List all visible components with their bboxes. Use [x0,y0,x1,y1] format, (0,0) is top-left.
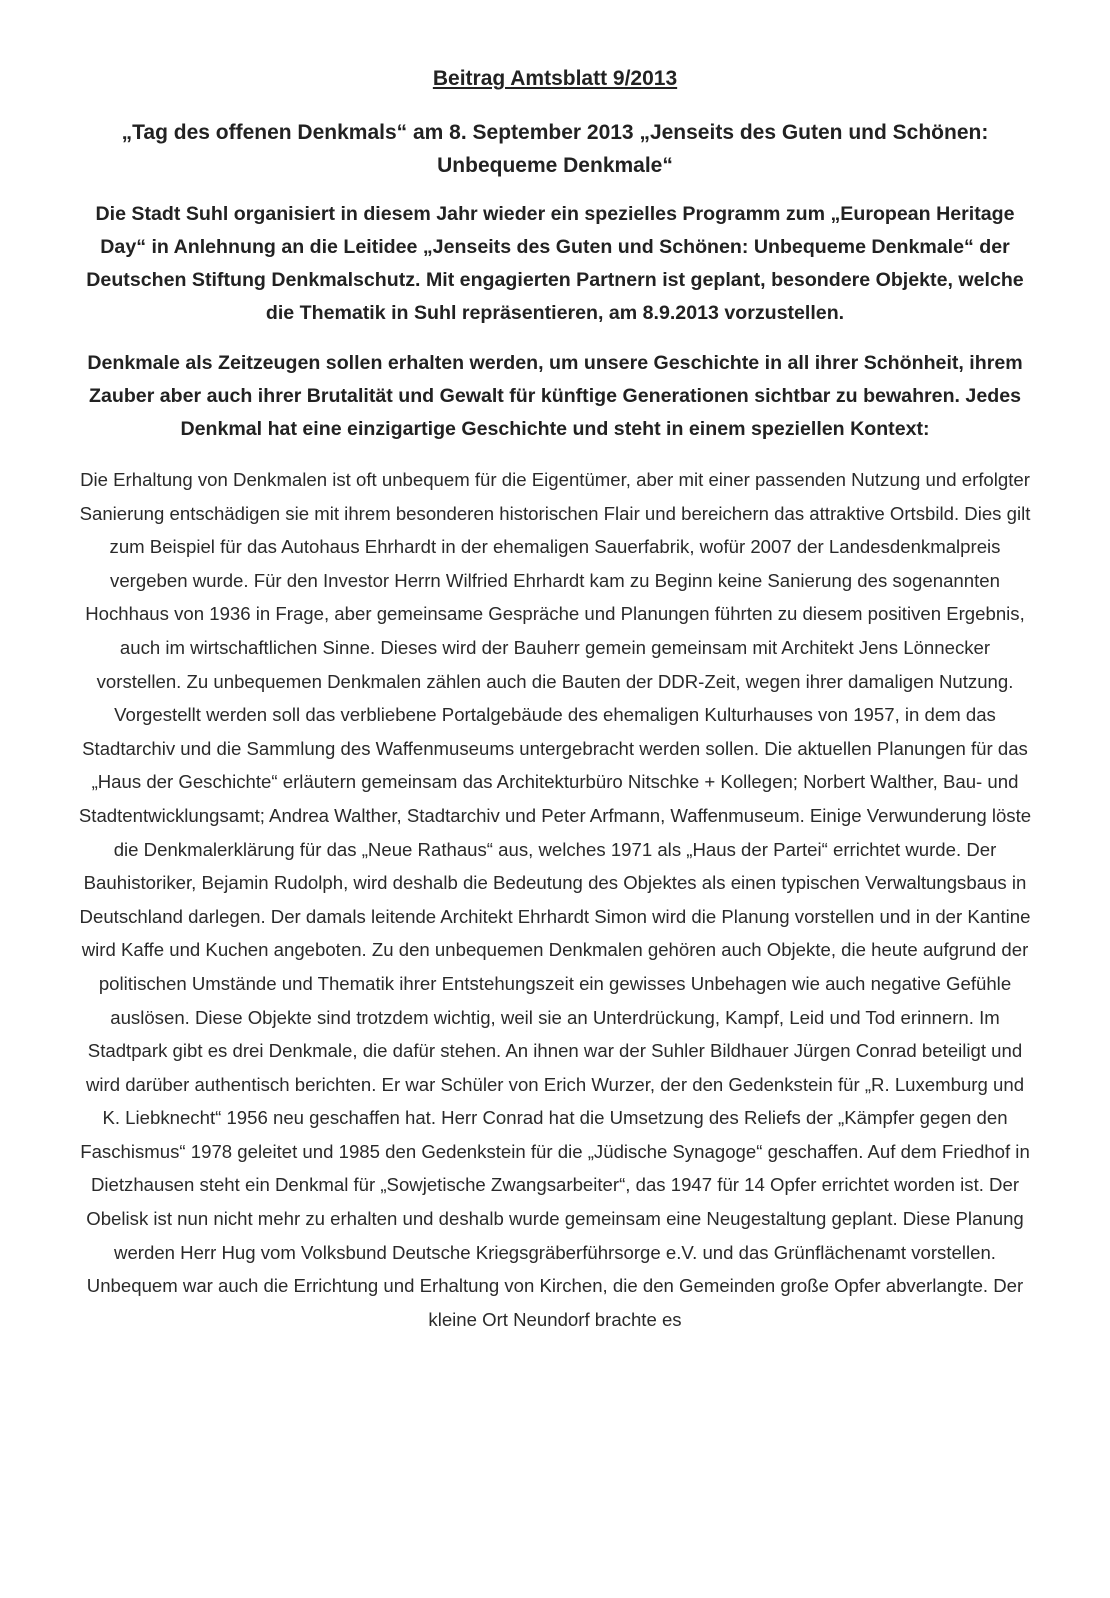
document-subtitle: „Tag des offenen Denkmals“ am 8. September 2013 „Jenseits des Guten und Schönen: Unbequeme Denkmale“ [121,121,989,177]
intro-paragraph: Die Stadt Suhl organisiert in diesem Jahr wieder ein spezielles Programm zum „European Heritage Day“ in Anlehnung an die Leitidee „Jenseits des Guten und Schönen: Unbequeme Denkmale“ der Deutschen Stiftung Denkmalschutz. Mit engagierten Partnern ist geplant, besondere Objekte, welche die Thematik in Suhl repräsentieren, am 8.9.2013 vorzustellen. [86,203,1024,324]
document-title: Beitrag Amtsblatt 9/2013 [432,67,678,90]
body-paragraph: Die Erhaltung von Denkmalen ist oft unbequem für die Eigentümer, aber mit einer passenden Nutzung und erfolgter Sanierung entschädigen sie mit ihrem besonderen historischen Flair und bereichern das attraktive Ortsbild. Dies gilt zum Beispiel für das Autohaus Ehrhardt in der ehemaligen Sauerfabrik, wofür 2007 der Landesdenkmalpreis vergeben wurde. Für den Investor Herrn Wilfried Ehrhardt kam zu Beginn keine Sanierung des sogenannten Hochhaus von 1936 in Frage, aber gemeinsame Gespräche und Planungen führten zu diesem positiven Ergebnis, auch im wirtschaftlichen Sinne. Dieses wird der Bauherr gemein gemeinsam mit Architekt Jens Lönnecker vorstellen. Zu unbequemen Denkmalen zählen auch die Bauten der DDR-Zeit, wegen ihrer damaligen Nutzung. Vorgestellt werden soll das verbliebene Portalgebäude des ehemaligen Kulturhauses von 1957, in dem das Stadtarchiv und die Sammlung des Waffenmuseums untergebracht werden sollen. Die aktuellen Planungen für das „Haus der Geschichte“ erläutern gemeinsam das Architekturbüro Nitschke + Kollegen; Norbert Walther, Bau- und Stadtentwicklungsamt; Andrea Walther, Stadtarchiv und Peter Arfmann, Waffenmuseum. Einige Verwunderung löste die Denkmalerklärung für das „Neue Rathaus“ aus, welches 1971 als „Haus der Partei“ errichtet wurde. Der Bauhistoriker, Bejamin Rudolph, wird deshalb die Bedeutung des Objektes als einen typischen Verwaltungsbaus in Deutschland darlegen. Der damals leitende Architekt Ehrhardt Simon wird die Planung vorstellen und in der Kantine wird Kaffe und Kuchen angeboten. Zu den unbequemen Denkmalen gehören auch Objekte, die heute aufgrund der politischen Umstände und Thematik ihrer Entstehungszeit ein gewisses Unbehagen wie auch negative Gefühle auslösen. Diese Objekte sind trotzdem wichtig, weil sie an Unterdrückung, Kampf, Leid und Tod erinnern. Im Stadtpark gibt es drei Denkmale, die dafür stehen. An ihnen war der Suhler Bildhauer Jürgen Conrad beteiligt und wird darüber authentisch berichten. Er war Schüler von Erich Wurzer, der den Gedenkstein für „R. Luxemburg und K. Liebknecht“ 1956 neu geschaffen hat. Herr Conrad hat die Umsetzung des Reliefs der „Kämpfer gegen den Faschismus“ 1978 geleitet und 1985 den Gedenkstein für die „Jüdische Synagoge“ geschaffen. Auf dem Friedhof in Dietzhausen steht ein Denkmal für „Sowjetische Zwangsarbeiter“, das 1947 für 14 Opfer errichtet worden ist. Der Obelisk ist nun nicht mehr zu erhalten und deshalb wurde gemeinsam eine Neugestaltung geplant. Diese Planung werden Herr Hug vom Volksbund Deutsche Kriegsgräberführsorge e.V. und das Grünflächenamt vorstellen. Unbequem war auch die Errichtung und Erhaltung von Kirchen, die den Gemeinden große Opfer abverlangte. Der kleine Ort Neundorf brachte es [78,469,1032,1330]
lead-paragraph: Denkmale als Zeitzeugen sollen erhalten werden, um unsere Geschichte in all ihrer Schönheit, ihrem Zauber aber auch ihrer Brutalität und Gewalt für künftige Generationen sichtbar zu bewahren. Jedes Denkmal hat eine einzigartige Geschichte und steht in einem speziellen Kontext: [87,352,1023,440]
